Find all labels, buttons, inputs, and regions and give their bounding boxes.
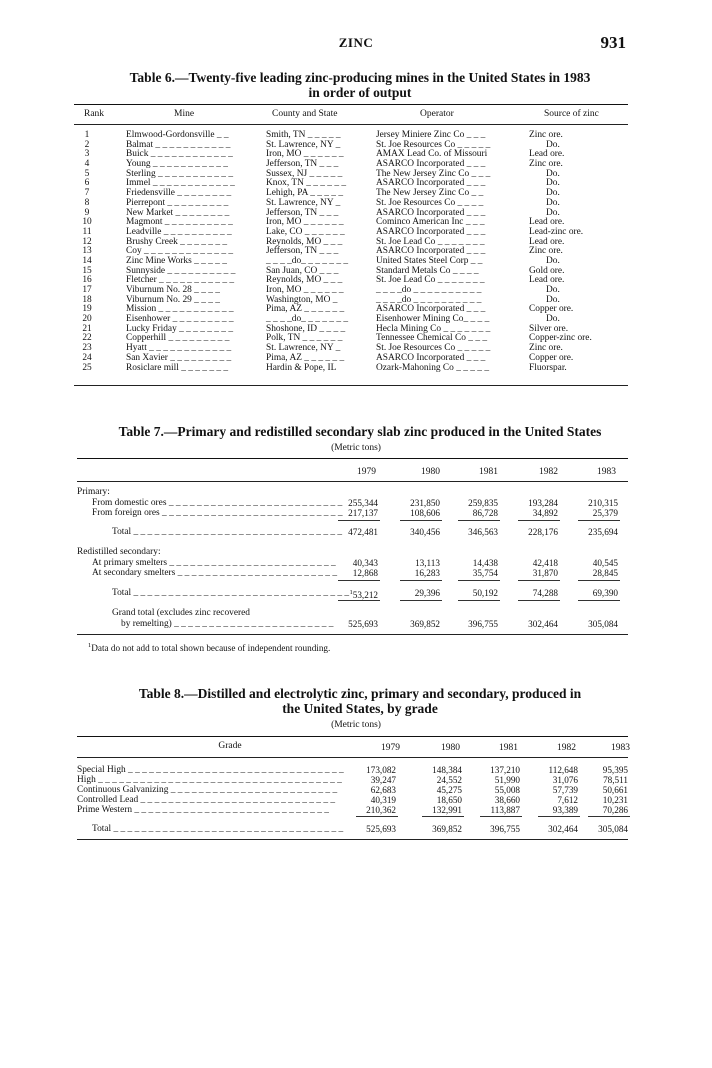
grade-label: Continuous Galvanizing _ _ _ _ _ _ _ _ _ _ _ _ _ _ _ _ _ _ _ _ _ _ _ _ <box>77 785 338 795</box>
source-cell: Fluorspar. <box>529 362 567 373</box>
source-cell: Zinc ore. <box>529 343 563 354</box>
value-cell: 18,650 <box>436 795 462 805</box>
value-cell: 25,379 <box>592 508 618 518</box>
value-cell: 86,728 <box>472 508 498 518</box>
value-cell: 259,835 <box>468 498 498 508</box>
operator-cell: Tennessee Chemical Co _ _ _ <box>376 333 488 344</box>
value-cell: 7,612 <box>557 795 578 805</box>
value-cell: 346,563 <box>468 527 498 537</box>
mine-cell: Sunnyside _ _ _ _ _ _ _ _ _ _ <box>126 265 236 276</box>
value-cell: 95,395 <box>602 765 628 775</box>
source-cell: Do. <box>546 188 560 199</box>
table6-header-mine: Mine <box>174 109 195 119</box>
table7-footnote <box>88 642 330 653</box>
subtotal-rule <box>578 580 620 581</box>
source-cell: Do. <box>546 255 560 266</box>
mine-cell: Sterling _ _ _ _ _ _ _ _ _ _ _ <box>126 168 234 179</box>
value-cell: 340,456 <box>410 527 440 537</box>
subtotal-rule <box>518 520 560 521</box>
county-cell: St. Lawrence, NY _ <box>266 343 341 354</box>
grade-label: Special High _ _ _ _ _ _ _ _ _ _ _ _ _ _ _ _ _ _ _ _ _ _ _ _ _ _ _ _ _ _ _ <box>77 765 344 775</box>
subtotal-rule <box>480 816 522 817</box>
value-cell: 113,887 <box>490 805 520 815</box>
table7-unit: (Metric tons) <box>331 443 381 453</box>
value-cell: 69,390 <box>592 588 618 598</box>
table6-header-rule <box>74 124 628 125</box>
running-header-title: ZINC <box>338 35 374 50</box>
table6-header-source: Source of zinc <box>544 109 599 119</box>
page-number: 931 <box>600 33 626 52</box>
table8-year-1983: 1983 <box>611 743 630 753</box>
operator-cell: The New Jersey Zinc Co _ _ _ <box>376 168 491 179</box>
value-cell: 217,137 <box>348 508 378 518</box>
source-cell: Lead ore. <box>529 236 565 247</box>
rank-cell: 4 <box>84 159 90 170</box>
table7-year-1983: 1983 <box>597 467 616 477</box>
value-cell: 16,283 <box>414 568 440 578</box>
table7-year-1980: 1980 <box>421 467 440 477</box>
value-cell: 40,319 <box>370 795 396 805</box>
value-cell: 45,275 <box>436 785 462 795</box>
rank-cell: 20 <box>82 314 92 325</box>
table7-grand-label-line2: by remelting) _ _ _ _ _ _ _ _ _ _ _ _ _ _ _ _ _ _ _ _ _ _ _ <box>121 619 334 629</box>
mine-cell: Buick _ _ _ _ _ _ _ _ _ _ _ _ <box>126 149 233 160</box>
rank-cell: 7 <box>84 188 90 199</box>
value-cell: 34,892 <box>532 508 558 518</box>
mine-cell: Coy _ _ _ _ _ _ _ _ _ _ _ _ _ <box>126 246 234 257</box>
rank-cell: 17 <box>82 285 92 295</box>
table7-primary-smelters-label: At primary smelters _ _ _ _ _ _ _ _ _ _ _ _ _ _ _ _ _ _ _ _ _ _ _ _ <box>92 558 336 568</box>
table8-year-1980: 1980 <box>441 743 460 753</box>
county-cell: Lake, CO _ _ _ _ _ _ <box>266 226 345 237</box>
table6-header-rank: Rank <box>84 109 105 119</box>
source-cell: Do. <box>546 168 560 179</box>
county-cell: Sussex, NJ _ _ _ _ _ <box>266 168 343 179</box>
operator-cell: Eisenhower Mining Co_ _ _ _ <box>376 314 490 325</box>
value-cell: 472,481 <box>348 527 378 537</box>
grade-label: Prime Western _ _ _ _ _ _ _ _ _ _ _ _ _ _ _ _ _ _ _ _ _ _ _ _ _ _ _ _ <box>77 805 329 815</box>
mine-cell: Fletcher _ _ _ _ _ _ _ _ _ _ _ <box>126 275 235 286</box>
rank-cell: 11 <box>82 226 92 237</box>
operator-cell: St. Joe Lead Co _ _ _ _ _ _ _ <box>376 275 485 286</box>
county-cell: Washington, MO _ <box>266 294 338 305</box>
value-cell: 93,389 <box>552 805 578 815</box>
value-cell: 137,210 <box>490 765 520 775</box>
source-cell: Silver ore. <box>529 323 569 334</box>
source-cell: Zinc ore. <box>529 159 563 170</box>
rank-cell: 3 <box>84 149 90 160</box>
value-cell: 173,082 <box>366 765 396 775</box>
operator-cell: Hecla Mining Co _ _ _ _ _ _ _ <box>376 323 491 334</box>
operator-cell: ASARCO Incorporated _ _ _ <box>376 159 486 170</box>
county-cell: Jefferson, TN _ _ _ <box>266 159 339 170</box>
table7-primary-label: Primary: <box>77 487 110 497</box>
operator-cell: ASARCO Incorporated _ _ _ <box>376 304 486 315</box>
source-cell: Zinc ore. <box>529 130 563 140</box>
table8-bottom-rule <box>77 839 628 840</box>
value-cell: 12,868 <box>352 568 378 578</box>
value-cell: 525,693 <box>366 824 396 834</box>
value-cell: 39,247 <box>370 775 396 785</box>
subtotal-rule <box>338 520 380 521</box>
subtotal-rule <box>518 600 560 601</box>
value-cell: 396,755 <box>468 619 498 629</box>
value-cell: 62,683 <box>370 785 396 795</box>
value-cell: 14,438 <box>472 558 498 568</box>
table6-header-county: County and State <box>272 109 338 119</box>
value-cell: 525,693 <box>348 619 378 629</box>
mine-cell: Hyatt _ _ _ _ _ _ _ _ _ _ _ _ <box>126 343 232 354</box>
mine-cell: Immel _ _ _ _ _ _ _ _ _ _ _ _ <box>126 178 235 189</box>
table6-title <box>60 70 660 100</box>
source-cell: Do. <box>546 139 560 150</box>
value-cell: 78,511 <box>603 775 628 785</box>
operator-cell: The New Jersey Zinc Co _ _ <box>376 188 484 199</box>
value-cell: 112,648 <box>548 765 578 775</box>
table7-total1-label: Total _ _ _ _ _ _ _ _ _ _ _ _ _ _ _ _ _ _ _ _ _ _ _ _ _ _ _ _ _ _ <box>112 527 343 537</box>
county-cell: Pima, AZ _ _ _ _ _ _ <box>266 304 345 315</box>
subtotal-rule <box>338 580 380 581</box>
table6-body <box>76 131 636 373</box>
rank-cell: 25 <box>82 362 92 373</box>
operator-cell: ASARCO Incorporated _ _ _ <box>376 352 486 363</box>
value-cell <box>334 588 378 600</box>
rank-cell: 18 <box>82 294 92 305</box>
mine-cell: Eisenhower _ _ _ _ _ _ _ _ _ <box>126 314 234 325</box>
subtotal-rule <box>458 600 500 601</box>
mine-cell: Rosiclare mill _ _ _ _ _ _ _ <box>126 362 229 373</box>
county-cell: Hardin & Pope, IL <box>266 362 337 373</box>
source-cell: Do. <box>546 178 560 189</box>
table6-row <box>76 364 636 374</box>
table7-year-1981: 1981 <box>479 467 498 477</box>
county-cell: Iron, MO _ _ _ _ _ _ <box>266 149 344 160</box>
value-cell: 369,852 <box>432 824 462 834</box>
value-cell: 24,552 <box>436 775 462 785</box>
rank-cell: 8 <box>84 197 90 208</box>
mine-cell: Viburnum No. 29 _ _ _ _ <box>126 294 220 305</box>
value-cell: 210,315 <box>588 498 618 508</box>
value-cell: 302,464 <box>528 619 558 629</box>
table7-header-rule <box>77 481 628 482</box>
value-cell: 29,396 <box>414 588 440 598</box>
table8-grade-header: Grade <box>218 741 242 751</box>
rank-cell: 15 <box>82 265 92 276</box>
value-cell: 235,694 <box>588 527 618 537</box>
rank-cell: 14 <box>82 255 92 266</box>
value-cell: 35,754 <box>472 568 498 578</box>
table7-redistilled-label: Redistilled secondary: <box>77 547 161 557</box>
rank-cell: 24 <box>82 352 92 363</box>
operator-cell: Ozark-Mahoning Co _ _ _ _ _ <box>376 362 490 373</box>
subtotal-rule <box>538 816 580 817</box>
rank-cell: 2 <box>84 139 90 150</box>
county-cell: Iron, MO _ _ _ _ _ _ <box>266 285 344 295</box>
source-cell: Lead ore. <box>529 149 565 160</box>
value-cell: 305,084 <box>598 824 628 834</box>
footnote-marker: 1 <box>88 642 92 649</box>
mine-cell: Pierrepont _ _ _ _ _ _ _ _ _ <box>126 197 229 208</box>
rank-cell: 19 <box>82 304 92 315</box>
source-cell: Copper ore. <box>529 352 574 363</box>
operator-cell: Cominco American Inc _ _ _ <box>376 217 485 228</box>
source-cell: Copper-zinc ore. <box>529 333 592 344</box>
table7-title: Table 7.—Primary and redistilled secondary slab zinc produced in the United States <box>118 424 602 439</box>
county-cell: Smith, TN _ _ _ _ _ <box>266 130 341 140</box>
operator-cell: ASARCO Incorporated _ _ _ <box>376 178 486 189</box>
footnote-marker: 1 <box>349 589 353 596</box>
table6-title-line2: in order of output <box>308 85 412 100</box>
value-cell: 40,545 <box>592 558 618 568</box>
table7-grand-label-line1: Grand total (excludes zinc recovered <box>112 608 250 618</box>
operator-cell: ASARCO Incorporated _ _ _ <box>376 226 486 237</box>
operator-cell: St. Joe Resources Co _ _ _ _ <box>376 197 484 208</box>
table8-year-1979: 1979 <box>381 743 400 753</box>
value-cell: 132,991 <box>432 805 462 815</box>
county-cell: _ _ _ _do_ _ _ _ _ _ _ <box>266 314 349 325</box>
table7-secondary-smelters-label: At secondary smelters _ _ _ _ _ _ _ _ _ _ _ _ _ _ _ _ _ _ _ _ _ _ _ <box>92 568 338 578</box>
county-cell: San Juan, CO _ _ _ <box>266 265 339 276</box>
county-cell: St. Lawrence, NY _ <box>266 197 341 208</box>
table7-domestic-label: From domestic ores _ _ _ _ _ _ _ _ _ _ _ _ _ _ _ _ _ _ _ _ _ _ _ _ _ <box>92 498 343 508</box>
value-cell: 74,288 <box>532 588 558 598</box>
subtotal-rule <box>400 520 442 521</box>
value-cell: 108,606 <box>410 508 440 518</box>
rank-cell: 13 <box>82 246 92 257</box>
value-text: 53,212 <box>352 590 378 601</box>
table6-title-line1: Table 6.—Twenty-five leading zinc-producing mines in the United States in 1983 <box>129 70 591 85</box>
value-cell: 228,176 <box>528 527 558 537</box>
mine-cell: San Xavier _ _ _ _ _ _ _ _ _ <box>126 352 232 363</box>
source-cell: Zinc ore. <box>529 246 563 257</box>
value-cell: 50,192 <box>472 588 498 598</box>
operator-cell: ASARCO Incorporated _ _ _ <box>376 246 486 257</box>
rank-cell: 21 <box>82 323 92 334</box>
value-cell: 369,852 <box>410 619 440 629</box>
source-cell: Do. <box>546 294 560 305</box>
subtotal-rule <box>588 816 630 817</box>
value-cell: 40,343 <box>352 558 378 568</box>
source-cell: Do. <box>546 207 560 218</box>
rank-cell: 12 <box>82 236 92 247</box>
operator-cell: ASARCO Incorporated _ _ _ <box>376 207 486 218</box>
table8-title <box>40 686 680 716</box>
rank-cell: 10 <box>82 217 92 228</box>
mine-cell: Friedensville _ _ _ _ _ _ _ _ <box>126 188 232 199</box>
mine-cell: Copperhill _ _ _ _ _ _ _ _ _ <box>126 333 230 344</box>
mine-cell: Leadville _ _ _ _ _ _ _ _ _ _ <box>126 226 232 237</box>
table6-top-rule <box>74 104 628 105</box>
subtotal-rule <box>458 580 500 581</box>
rank-cell: 23 <box>82 343 92 354</box>
table8-year-1981: 1981 <box>499 743 518 753</box>
subtotal-rule <box>400 580 442 581</box>
value-cell: 305,084 <box>588 619 618 629</box>
source-cell: Copper ore. <box>529 304 574 315</box>
operator-cell: Jersey Miniere Zinc Co _ _ _ <box>376 130 486 140</box>
value-cell: 51,990 <box>494 775 520 785</box>
operator-cell: _ _ _ _do _ _ _ _ _ _ _ _ _ _ <box>376 285 482 295</box>
table8-header-rule <box>77 757 628 758</box>
grade-label: High _ _ _ _ _ _ _ _ _ _ _ _ _ _ _ _ _ _ _ _ _ _ _ _ _ _ _ _ _ _ _ _ _ _ _ <box>77 775 342 785</box>
mine-cell: Magmont _ _ _ _ _ _ _ _ _ _ <box>126 217 233 228</box>
rank-cell: 9 <box>84 207 90 218</box>
grade-label: Controlled Lead _ _ _ _ _ _ _ _ _ _ _ _ _ _ _ _ _ _ _ _ _ _ _ _ _ _ _ _ <box>77 795 336 805</box>
operator-cell: _ _ _ _do _ _ _ _ _ _ _ _ _ _ <box>376 294 482 305</box>
county-cell: Knox, TN _ _ _ _ _ _ <box>266 178 347 189</box>
table8-total-label: Total _ _ _ _ _ _ _ _ _ _ _ _ _ _ _ _ _ _ _ _ _ _ _ _ _ _ _ _ _ _ _ _ _ <box>92 824 344 834</box>
mine-cell: Lucky Friday _ _ _ _ _ _ _ _ <box>126 323 234 334</box>
source-cell: Gold ore. <box>529 265 565 276</box>
table6-bottom-rule <box>74 385 628 386</box>
value-cell: 57,739 <box>552 785 578 795</box>
rank-cell: 1 <box>84 130 90 140</box>
subtotal-rule <box>578 600 620 601</box>
rank-cell: 22 <box>82 333 92 344</box>
table7-foreign-label: From foreign ores _ _ _ _ _ _ _ _ _ _ _ _ _ _ _ _ _ _ _ _ _ _ _ _ _ _ <box>92 508 343 518</box>
operator-cell: St. Joe Lead Co _ _ _ _ _ _ _ <box>376 236 485 247</box>
source-cell: Lead-zinc ore. <box>529 226 584 237</box>
table8-title-line2: the United States, by grade <box>282 701 438 716</box>
value-cell: 55,008 <box>494 785 520 795</box>
county-cell: Pima, AZ _ _ _ _ _ _ <box>266 352 345 363</box>
table7-year-1982: 1982 <box>539 467 558 477</box>
mine-cell: Balmat _ _ _ _ _ _ _ _ _ _ _ <box>126 139 231 150</box>
value-cell: 210,362 <box>366 805 396 815</box>
county-cell: Jefferson, TN _ _ _ <box>266 246 339 257</box>
operator-cell: St. Joe Resources Co _ _ _ _ _ <box>376 139 491 150</box>
source-cell: Do. <box>546 197 560 208</box>
mine-cell: Mission _ _ _ _ _ _ _ _ _ _ _ <box>126 304 234 315</box>
operator-cell: AMAX Lead Co. of Missouri <box>376 149 488 160</box>
county-cell: Iron, MO _ _ _ _ _ _ <box>266 217 344 228</box>
value-cell: 28,845 <box>592 568 618 578</box>
subtotal-rule <box>518 580 560 581</box>
mine-cell: Young _ _ _ _ _ _ _ _ _ _ _ <box>126 159 228 170</box>
county-cell: Reynolds, MO _ _ _ <box>266 236 343 247</box>
table8-title-line1: Table 8.—Distilled and electrolytic zinc, primary and secondary, produced in <box>138 686 582 701</box>
subtotal-rule <box>422 816 464 817</box>
source-cell: Lead ore. <box>529 275 565 286</box>
table7-total2-label: Total _ _ _ _ _ _ _ _ _ _ _ _ _ _ _ _ _ _ _ _ _ _ _ _ _ _ _ _ _ _ _ <box>112 588 350 598</box>
source-cell: Do. <box>546 314 560 325</box>
value-cell: 302,464 <box>548 824 578 834</box>
operator-cell: United States Steel Corp _ _ <box>376 255 483 266</box>
value-cell: 42,418 <box>532 558 558 568</box>
operator-cell: Standard Metals Co _ _ _ _ <box>376 265 479 276</box>
value-cell: 50,661 <box>602 785 628 795</box>
value-cell: 396,755 <box>490 824 520 834</box>
table7-top-rule <box>77 458 628 459</box>
subtotal-rule <box>356 816 398 817</box>
table6-header-operator: Operator <box>420 109 454 119</box>
subtotal-rule <box>400 600 442 601</box>
mine-cell: Elmwood-Gordonsville _ _ <box>126 130 229 140</box>
subtotal-rule <box>458 520 500 521</box>
source-cell: Lead ore. <box>529 217 565 228</box>
value-cell: 13,113 <box>415 558 440 568</box>
table7-bottom-rule <box>77 634 628 635</box>
rank-cell: 16 <box>82 275 92 286</box>
table8-year-1982: 1982 <box>557 743 576 753</box>
value-cell: 31,076 <box>552 775 578 785</box>
value-cell: 70,286 <box>602 805 628 815</box>
value-cell: 148,384 <box>432 765 462 775</box>
value-cell: 255,344 <box>348 498 378 508</box>
county-cell: St. Lawrence, NY _ <box>266 139 341 150</box>
value-cell: 10,231 <box>602 795 628 805</box>
rank-cell: 5 <box>84 168 90 179</box>
county-cell: Reynolds, MO _ _ _ <box>266 275 343 286</box>
footnote-text: Data do not add to total shown because of independent rounding. <box>91 643 331 654</box>
mine-cell: Zinc Mine Works _ _ _ _ _ <box>126 255 227 266</box>
county-cell: Shoshone, ID _ _ _ _ <box>266 323 346 334</box>
table8-unit: (Metric tons) <box>331 720 381 730</box>
subtotal-rule <box>338 600 380 601</box>
rank-cell: 6 <box>84 178 90 189</box>
value-cell: 31,870 <box>532 568 558 578</box>
value-cell: 231,850 <box>410 498 440 508</box>
county-cell: Polk, TN _ _ _ _ _ _ <box>266 333 343 344</box>
operator-cell: St. Joe Resources Co _ _ _ _ _ <box>376 343 491 354</box>
table7-year-1979: 1979 <box>357 467 376 477</box>
county-cell: _ _ _ _do_ _ _ _ _ _ _ <box>266 255 349 266</box>
mine-cell: New Market _ _ _ _ _ _ _ _ <box>126 207 230 218</box>
table8-top-rule <box>77 736 628 737</box>
source-cell: Do. <box>546 285 560 295</box>
subtotal-rule <box>578 520 620 521</box>
mine-cell: Viburnum No. 28 _ _ _ _ <box>126 285 220 295</box>
mine-cell: Brushy Creek _ _ _ _ _ _ _ <box>126 236 228 247</box>
county-cell: Lehigh, PA _ _ _ _ _ <box>266 188 344 199</box>
value-cell: 38,660 <box>494 795 520 805</box>
county-cell: Jefferson, TN _ _ _ <box>266 207 339 218</box>
value-cell: 193,284 <box>528 498 558 508</box>
